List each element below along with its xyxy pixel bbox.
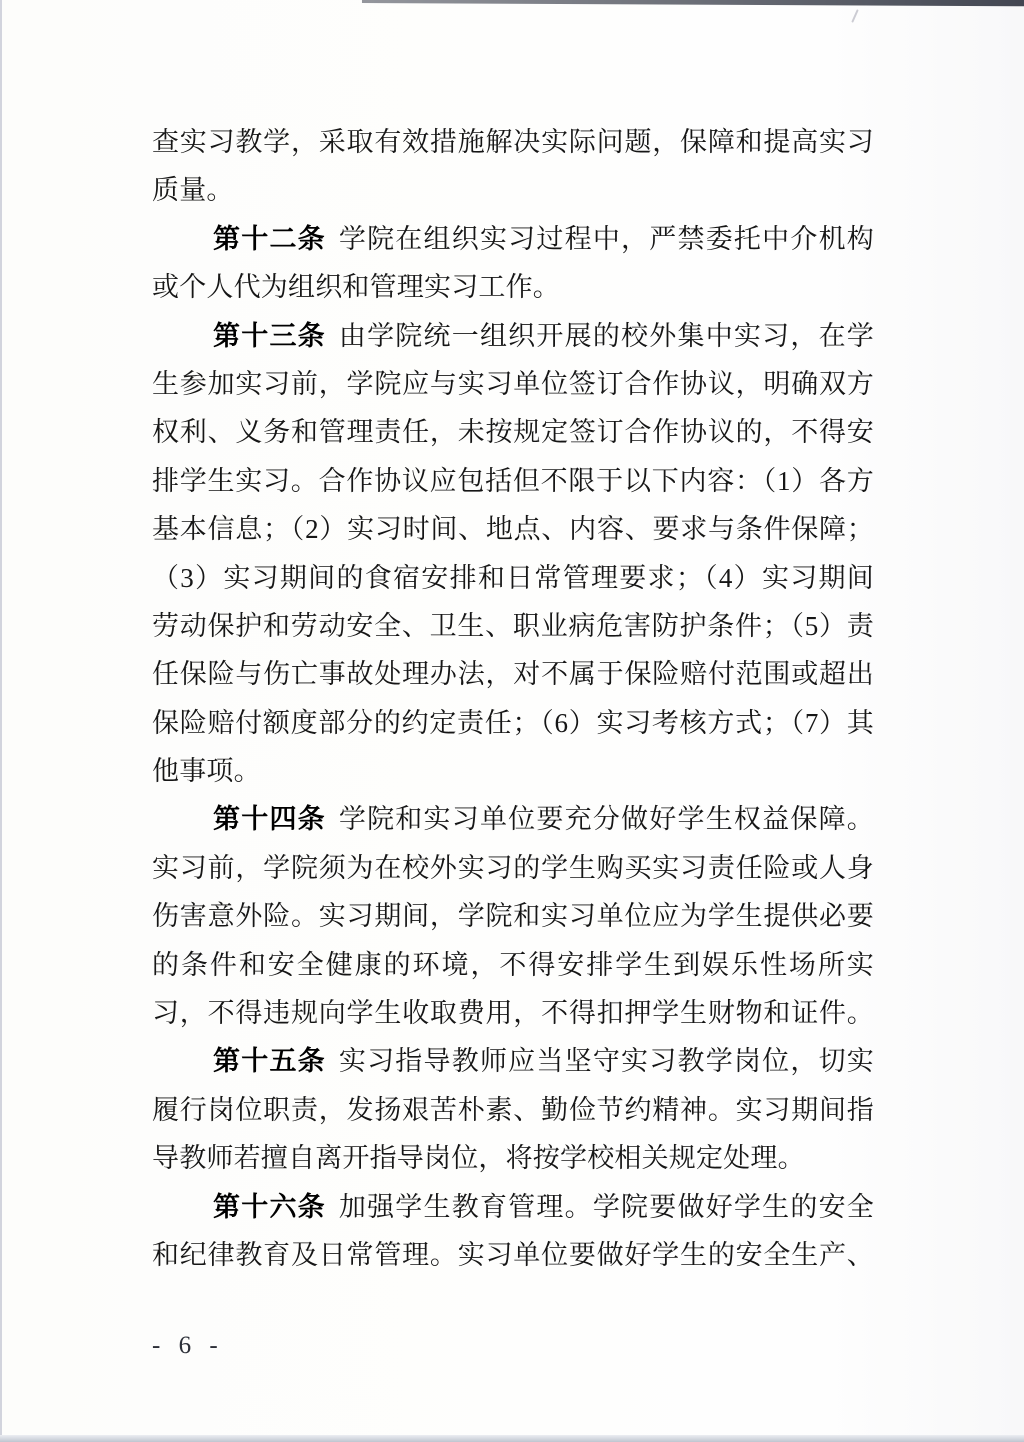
text-line	[152, 941, 874, 989]
text-line	[152, 118, 874, 166]
text-line	[152, 989, 874, 1037]
line-text: 任保险与伤亡事故处理办法，对不属于保险赔付范围或超出	[152, 659, 874, 690]
text-line	[152, 747, 874, 795]
scan-edge-top	[362, 0, 1024, 6]
text-line	[152, 408, 874, 456]
line-text: 或个人代为组织和管理实习工作。	[152, 272, 560, 303]
article-number: 第十二条	[213, 223, 326, 254]
scan-edge-left	[0, 0, 2, 1442]
document-text-block	[152, 118, 874, 1279]
line-text: 质量。	[152, 175, 234, 206]
line-text: 实习前，学院须为在校外实习的学生购买实习责任险或人身	[152, 852, 874, 883]
text-line	[152, 263, 874, 311]
line-text: 的条件和安全健康的环境，不得安排学生到娱乐性场所实	[152, 949, 874, 980]
text-line	[152, 1231, 874, 1279]
line-text: 劳动保护和劳动安全、卫生、职业病危害防护条件；（5）责	[152, 610, 874, 641]
line-text: 基本信息；（2）实习时间、地点、内容、要求与条件保障；	[152, 514, 874, 545]
line-text: 和纪律教育及日常管理。实习单位要做好学生的安全生产、	[152, 1239, 874, 1270]
text-line	[152, 795, 874, 843]
text-line	[152, 892, 874, 940]
text-line	[152, 554, 874, 602]
text-line	[152, 844, 874, 892]
scan-edge-bottom	[0, 1435, 1024, 1442]
line-text: 学院和实习单位要充分做好学生权益保障。	[338, 804, 874, 835]
line-text: 导教师若擅自离开指导岗位，将按学校相关规定处理。	[152, 1143, 805, 1174]
text-line	[152, 699, 874, 747]
line-text: 权利、义务和管理责任，未按规定签订合作协议的，不得安	[152, 417, 874, 448]
text-line	[152, 457, 874, 505]
line-text: 排学生实习。合作协议应包括但不限于以下内容：（1）各方	[152, 465, 874, 496]
line-text: 伤害意外险。实习期间，学院和实习单位应为学生提供必要	[152, 901, 874, 932]
page-number: - 6 -	[152, 1332, 224, 1359]
line-text: 习，不得违规向学生收取费用，不得扣押学生财物和证件。	[152, 998, 874, 1029]
text-line	[152, 166, 874, 214]
text-line	[152, 650, 874, 698]
text-line	[152, 1086, 874, 1134]
scan-speck	[851, 9, 859, 23]
line-text: 实习指导教师应当坚守实习教学岗位，切实	[338, 1046, 874, 1077]
text-line	[152, 1134, 874, 1182]
article-number: 第十六条	[213, 1191, 326, 1222]
line-text: 查实习教学，采取有效措施解决实际问题，保障和提高实习	[152, 127, 874, 157]
article-number: 第十四条	[213, 804, 326, 835]
text-line	[152, 602, 874, 650]
text-line	[152, 1037, 874, 1085]
text-line	[152, 312, 874, 360]
line-text: 加强学生教育管理。学院要做好学生的安全	[338, 1191, 874, 1222]
article-number: 第十五条	[213, 1046, 326, 1077]
line-text: 生参加实习前，学院应与实习单位签订合作协议，明确双方	[152, 368, 874, 399]
line-text: 他事项。	[152, 756, 261, 787]
line-text: 学院在组织实习过程中，严禁委托中介机构	[338, 223, 874, 254]
text-line	[152, 360, 874, 408]
line-text: 保险赔付额度部分的约定责任；（6）实习考核方式；（7）其	[152, 707, 874, 738]
article-number: 第十三条	[213, 320, 326, 351]
line-text: （3）实习期间的食宿安排和日常管理要求；（4）实习期间	[152, 562, 874, 593]
text-line	[152, 1183, 874, 1231]
line-text: 由学院统一组织开展的校外集中实习，在学	[338, 320, 874, 351]
line-text: 履行岗位职责，发扬艰苦朴素、勤俭节约精神。实习期间指	[152, 1094, 874, 1125]
text-line	[152, 215, 874, 263]
text-line	[152, 505, 874, 553]
